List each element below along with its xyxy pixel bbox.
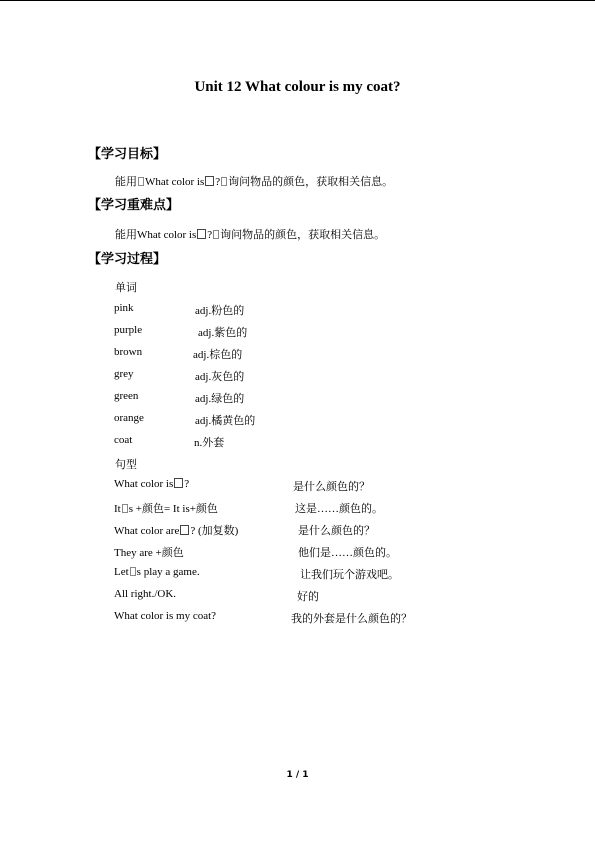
blank-box bbox=[180, 525, 189, 535]
section-heading-key-points: 【学习重难点】 bbox=[88, 198, 180, 213]
sentence-en-b: ? (加复数) bbox=[190, 525, 239, 537]
sentence-en-a: What color is my coat? bbox=[114, 610, 217, 622]
vocab-meaning: adj.灰色的 bbox=[195, 371, 245, 383]
key-points-text-pre: 能用 bbox=[115, 229, 137, 241]
sentence-en bbox=[114, 610, 216, 622]
objectives-text-mid: What color is bbox=[145, 176, 205, 188]
vocab-meaning: adj.粉色的 bbox=[195, 305, 245, 317]
missing-glyph-box bbox=[130, 567, 136, 576]
section-heading-process: 【学习过程】 bbox=[88, 252, 167, 267]
vocab-meaning: adj.紫色的 bbox=[198, 327, 248, 339]
sentence-en bbox=[114, 478, 189, 490]
blank-box bbox=[174, 478, 183, 488]
vocab-word: pink bbox=[114, 302, 134, 314]
missing-glyph-box bbox=[138, 177, 144, 186]
vocab-meaning: adj.棕色的 bbox=[193, 349, 243, 361]
sentence-zh: 是什么颜色的？ bbox=[298, 525, 375, 537]
sentence-en-a: What color is bbox=[114, 478, 174, 490]
vocab-word: orange bbox=[114, 412, 144, 424]
vocab-meaning: n.外套 bbox=[194, 437, 225, 449]
sentence-zh: 我的外套是什么颜色的？ bbox=[291, 613, 412, 625]
sentence-en-b: ? bbox=[184, 478, 190, 490]
vocab-word: grey bbox=[114, 368, 134, 380]
vocab-word: green bbox=[114, 390, 139, 402]
sentence-zh: 让我们玩个游戏吧。 bbox=[300, 569, 399, 581]
sentence-en-a: All right./OK. bbox=[114, 588, 177, 600]
sentence-en-a: What color are bbox=[114, 525, 180, 537]
sentence-en bbox=[114, 544, 184, 560]
key-points-text bbox=[115, 226, 385, 242]
page-top-border bbox=[0, 0, 595, 1]
sentence-en bbox=[114, 588, 176, 600]
sentence-en bbox=[114, 522, 238, 538]
blank-box bbox=[205, 176, 214, 186]
vocab-word: purple bbox=[114, 324, 143, 336]
sentence-en-a: They are +颜色 bbox=[114, 547, 184, 559]
key-points-text-post: 询问物品的颜色，获取相关信息。 bbox=[220, 229, 386, 241]
sentence-label: 句型 bbox=[115, 459, 137, 471]
missing-glyph-box bbox=[221, 177, 227, 186]
page-number: 1 / 1 bbox=[286, 770, 309, 780]
objectives-text-post: 询问物品的颜色，获取相关信息。 bbox=[228, 176, 394, 188]
key-points-text-q: ? bbox=[207, 229, 213, 241]
sentence-en bbox=[114, 566, 200, 578]
objectives-text-pre: 能用 bbox=[115, 176, 137, 188]
sentence-en-a: It bbox=[114, 503, 121, 515]
objectives-text-q: ? bbox=[215, 176, 221, 188]
sentence-zh: 这是……颜色的。 bbox=[295, 503, 383, 515]
sentence-zh: 好的 bbox=[297, 591, 319, 603]
section-heading-objectives: 【学习目标】 bbox=[88, 147, 167, 162]
sentence-zh: 他们是……颜色的。 bbox=[298, 547, 397, 559]
vocab-meaning: adj.绿色的 bbox=[195, 393, 245, 405]
missing-glyph-box bbox=[122, 504, 128, 513]
page-title: Unit 12 What colour is my coat? bbox=[194, 79, 401, 95]
sentence-en bbox=[114, 500, 218, 516]
vocab-word: coat bbox=[114, 434, 133, 446]
blank-box bbox=[197, 229, 206, 239]
objectives-text bbox=[115, 173, 393, 189]
missing-glyph-box bbox=[213, 230, 219, 239]
sentence-en-b: s +颜色= It is+颜色 bbox=[128, 503, 218, 515]
sentence-zh: 是什么颜色的？ bbox=[293, 481, 370, 493]
sentence-en-a: Let bbox=[114, 566, 129, 578]
key-points-text-mid: What color is bbox=[137, 229, 197, 241]
sentence-en-b: s play a game. bbox=[136, 566, 200, 578]
vocab-meaning: adj.橘黄色的 bbox=[195, 415, 256, 427]
vocab-word: brown bbox=[114, 346, 143, 358]
vocab-label: 单词 bbox=[115, 282, 137, 294]
